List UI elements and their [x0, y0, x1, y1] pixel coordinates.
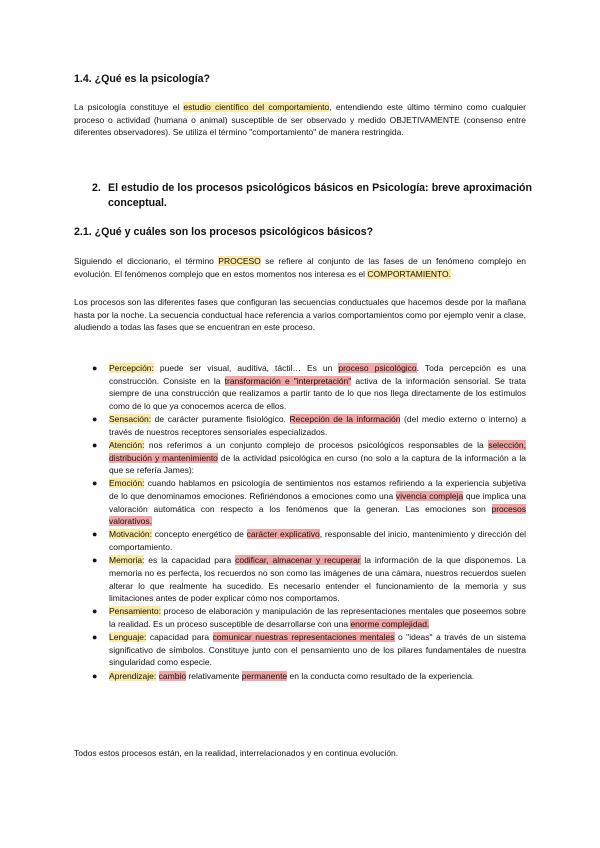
- list-item: [92, 528, 526, 553]
- section-2-title: El estudio de los procesos psicológicos básicos en Psicología: breve aproximación conceptual.: [108, 182, 532, 209]
- text-run: , entendiendo este último término como cualquier proceso o actividad (humana o animal) susceptible de ser observado y medido OBJETIVAMENTE (consenso entre diferentes observadores). Se utiliza el término "comportamiento" de manera restringida.: [74, 102, 526, 138]
- text-run: es la capacidad para: [144, 555, 236, 566]
- text-run: La psicología constituye el: [74, 102, 184, 112]
- section-2-heading: [92, 181, 532, 211]
- text-run: se refiere al conjunto de las fases de un fenómeno complejo en evolución. El fenómenos complejo que en estos momentos nos interesa es el: [74, 256, 527, 279]
- text-run: (del medio externo o interno) a través de nuestros receptores sensoriales especializados.: [109, 414, 526, 437]
- section-2-1-heading: 2.1. ¿Qué y cuáles son los procesos psicológicos básicos?: [74, 226, 374, 238]
- text-run: de carácter puramente fisiológico.: [151, 414, 290, 425]
- text-run: que implica una valoración automática con respecto a los fenómenos que la generan. Las emociones son: [109, 491, 526, 514]
- list-item: [92, 439, 526, 477]
- text-run: Los procesos son las diferentes fases que configuran las secuencias conductuales que hacemos desde por la mañana hasta por la noche. La secuencia conductual hace referencia a varios comportamientos como por ejemplo venir a clase, aludiendo a todas las fases que se encuentran en este proceso.: [74, 297, 526, 333]
- highlight-yellow: Motivación:: [109, 529, 152, 540]
- highlight-red: proceso psicológico: [338, 363, 417, 373]
- highlight-red: enorme complejidad.: [350, 619, 430, 629]
- text-run: cuando hablamos en psicología de sentimientos nos estamos refiriendo a la experiencia subjetiva de lo que denominamos emociones. Refiriéndonos a emociones como una: [109, 478, 526, 501]
- text-run: concepto energético de: [152, 529, 247, 540]
- text-run: activa de la información sensorial. Se trata siempre de una construcción que realizamos a partir tanto de lo que nos llega directamente de los estímulos como de lo que ya conocemos acerca de ellos.: [109, 375, 526, 411]
- text-run: Siguiendo el diccionario, el término: [74, 256, 219, 266]
- highlight-red: cambio: [158, 670, 187, 681]
- bullet-icon: ●: [92, 439, 98, 450]
- highlight-yellow: Lenguaje:: [109, 632, 147, 643]
- highlight-yellow: Sensación:: [109, 414, 152, 425]
- text-run: relativamente: [186, 670, 242, 681]
- highlight-red: comunicar nuestras representaciones mentales: [212, 632, 395, 643]
- list-item: [92, 554, 526, 604]
- highlight-yellow: Emoción:: [109, 478, 145, 489]
- closing-paragraph: Todos estos procesos están, en la realidad, interrelacionados y en continua evolución.: [74, 748, 399, 758]
- highlight-yellow: Pensamiento:: [109, 606, 161, 617]
- highlight-yellow: estudio científico del comportamiento: [183, 102, 330, 112]
- highlight-yellow: Percepción:: [109, 363, 154, 373]
- highlight-red: procesos valorativos.: [109, 503, 526, 527]
- highlight-yellow: Aprendizaje:: [109, 670, 157, 681]
- text-run: capacidad para: [146, 632, 213, 643]
- section-2-number: 2.: [92, 182, 101, 194]
- bullet-icon: ●: [92, 414, 98, 425]
- bullet-icon: ●: [92, 529, 98, 540]
- section-1-4-paragraph: [74, 101, 526, 139]
- highlight-red: transformación e "interpretación": [224, 375, 352, 386]
- highlight-red: codificar, almacenar y recuperar: [235, 555, 361, 566]
- process-definition-paragraph: [74, 255, 526, 280]
- highlight-red: Recepción de la información: [289, 414, 401, 425]
- highlight-yellow: Atención:: [109, 439, 145, 450]
- list-item: [92, 413, 526, 438]
- processes-description-paragraph: [74, 296, 526, 334]
- text-run: o "ideas" a través de un sistema significativo de símbolos. Constituye junto con el pensamiento uno de los pilares fundamentales de nuestra singularidad como especie.: [109, 632, 526, 668]
- text-run: proceso de elaboración y manipulación de las representaciones mentales que poseemos sobre la realidad. Es un proceso susceptible de desarrollarse con una: [109, 606, 526, 629]
- highlight-red: selección, distribución y mantenimiento: [109, 439, 526, 463]
- highlight-yellow: Memoria:: [109, 555, 145, 566]
- text-run: . Toda percepción es una construcción. Consiste en la: [109, 363, 527, 386]
- bullet-icon: ●: [92, 555, 98, 566]
- text-run: puede ser visual, auditiva, táctil… Es un: [153, 363, 339, 373]
- bullet-icon: ●: [92, 478, 98, 489]
- list-item: [92, 670, 526, 683]
- text-run: de la actividad psicológica en curso (no solo a la captura de la información a la que se refería James):: [109, 452, 526, 476]
- bullet-icon: ●: [92, 632, 98, 643]
- list-item: [92, 477, 526, 527]
- text-run: , responsable del inicio, mantenimiento y dirección del comportamiento.: [109, 529, 526, 553]
- text-run: la información de la que disponemos. La memoria no es perfecta, los recuerdos no son como las imágenes de una cámara, nuestros recuerdos suelen alterar lo que realmente ha sucedido. Es necesario entender el funcionamiento de la memoria y sus limitaciones antes de poder explicar cómo nos comportamos.: [109, 555, 526, 604]
- bullet-icon: ●: [92, 606, 98, 617]
- text-run: en la conducta como resultado de la experiencia.: [287, 670, 475, 681]
- section-1-4-heading: 1.4. ¿Qué es la psicología?: [74, 73, 210, 85]
- highlight-red: vivencia compleja: [395, 491, 464, 501]
- highlight-red: carácter explicativo: [246, 529, 320, 540]
- bullet-icon: ●: [92, 670, 98, 681]
- bullet-icon: ●: [92, 363, 98, 373]
- list-item: [92, 362, 526, 412]
- list-item: [92, 605, 526, 630]
- list-item: [92, 631, 526, 669]
- text-run: nos referimos a un conjunto complejo de procesos psicológicos responsables de la: [144, 439, 489, 450]
- highlight-yellow: PROCESO: [218, 256, 261, 266]
- highlight-red: permanente: [241, 670, 288, 681]
- highlight-yellow: COMPORTAMIENTO.: [367, 268, 452, 279]
- basic-processes-list: [92, 362, 526, 683]
